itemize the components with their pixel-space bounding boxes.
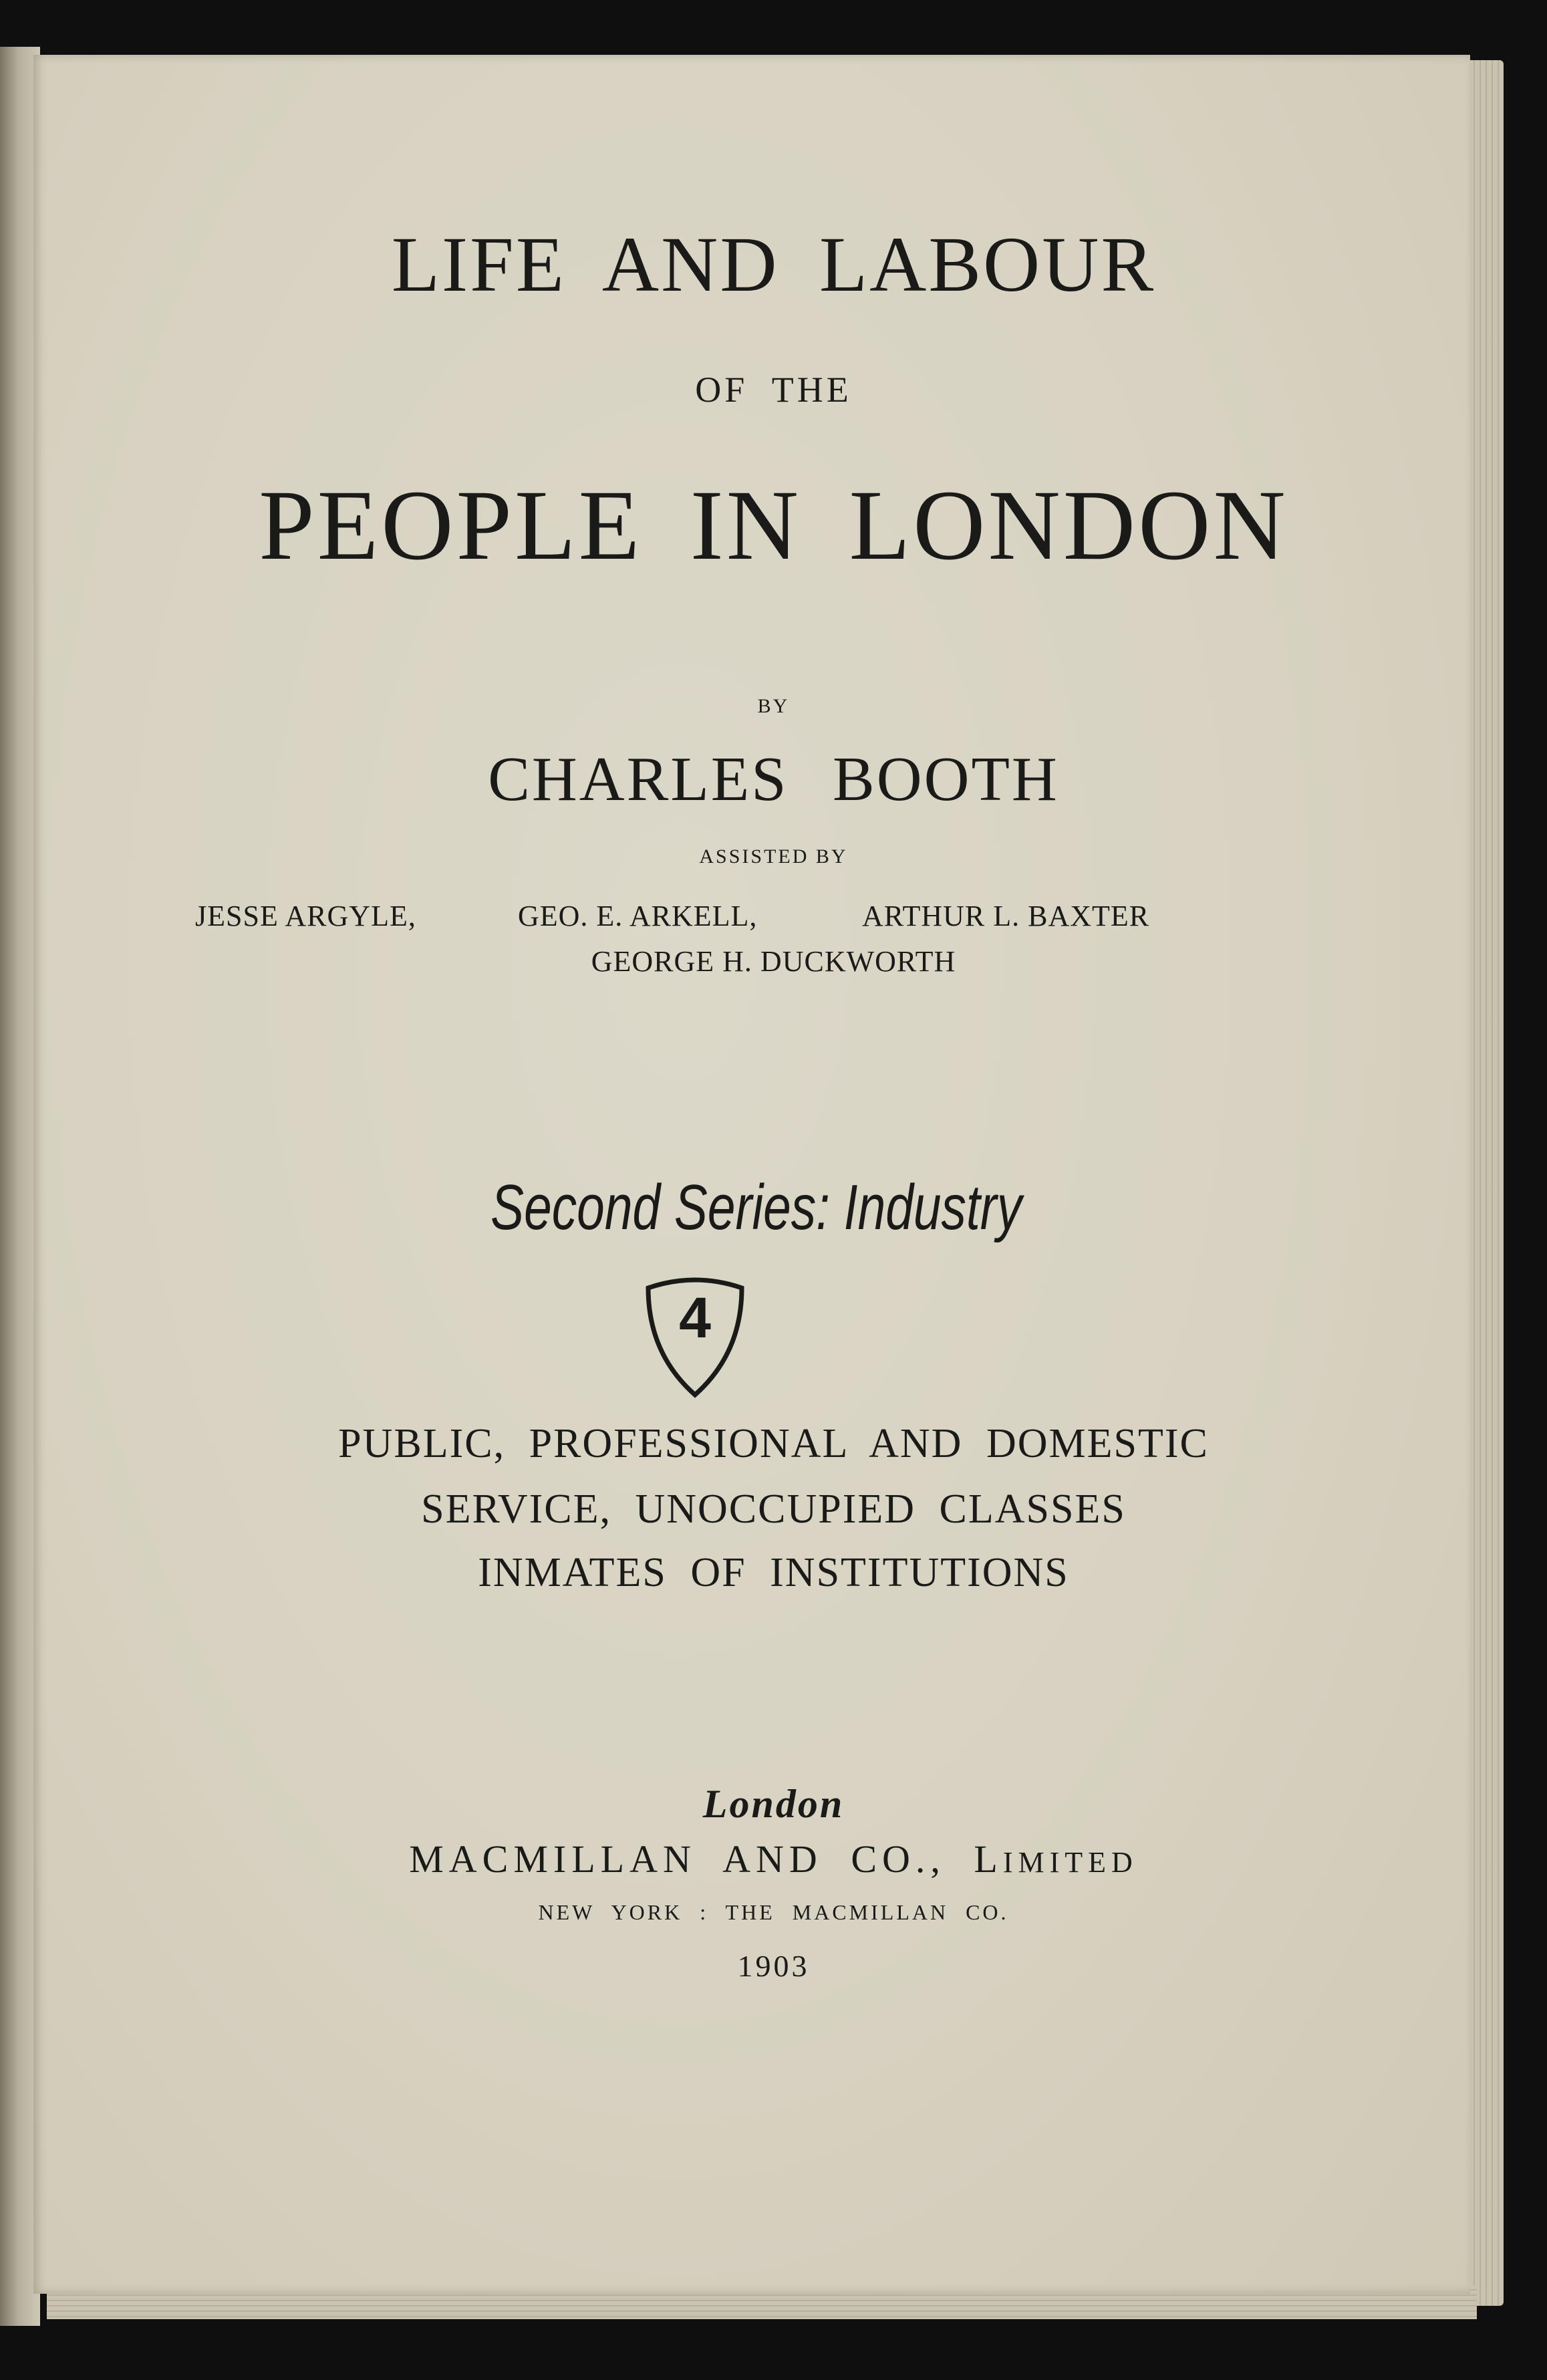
title-line-1: LIFE AND LABOUR (391, 221, 1156, 308)
publisher-main: MACMILLAN AND CO., L (409, 1837, 1003, 1881)
subject-line-1: PUBLIC, PROFESSIONAL AND DOMESTIC (338, 1421, 1209, 1466)
publisher-limited: IMITED (1002, 1846, 1138, 1879)
assistant-name: GEORGE H. DUCKWORTH (591, 945, 956, 978)
title-line-3: PEOPLE IN LONDON (259, 470, 1288, 581)
assistant-name: JESSE ARGYLE, (195, 900, 416, 932)
assisted-by-label: ASSISTED BY (699, 845, 848, 868)
series-title: Second Series: Industry (490, 1172, 1022, 1243)
subject-line-2: SERVICE, UNOCCUPIED CLASSES (421, 1486, 1126, 1532)
volume-number: 4 (679, 1286, 711, 1350)
imprint-place: London (702, 1782, 845, 1826)
volume-shield-icon (642, 1273, 748, 1400)
subject-line-3: INMATES OF INSTITUTIONS (478, 1550, 1069, 1595)
publisher-name (0, 1837, 1547, 1881)
by-label: BY (757, 695, 790, 717)
assistant-name: GEO. E. ARKELL, (518, 900, 758, 932)
publisher-new-york: NEW YORK : THE MACMILLAN CO. (538, 1900, 1009, 1924)
assistant-name: ARTHUR L. BAXTER (862, 900, 1150, 932)
author-name: CHARLES BOOTH (488, 745, 1059, 814)
title-line-2: OF THE (695, 370, 852, 410)
publication-year: 1903 (737, 1949, 810, 1983)
